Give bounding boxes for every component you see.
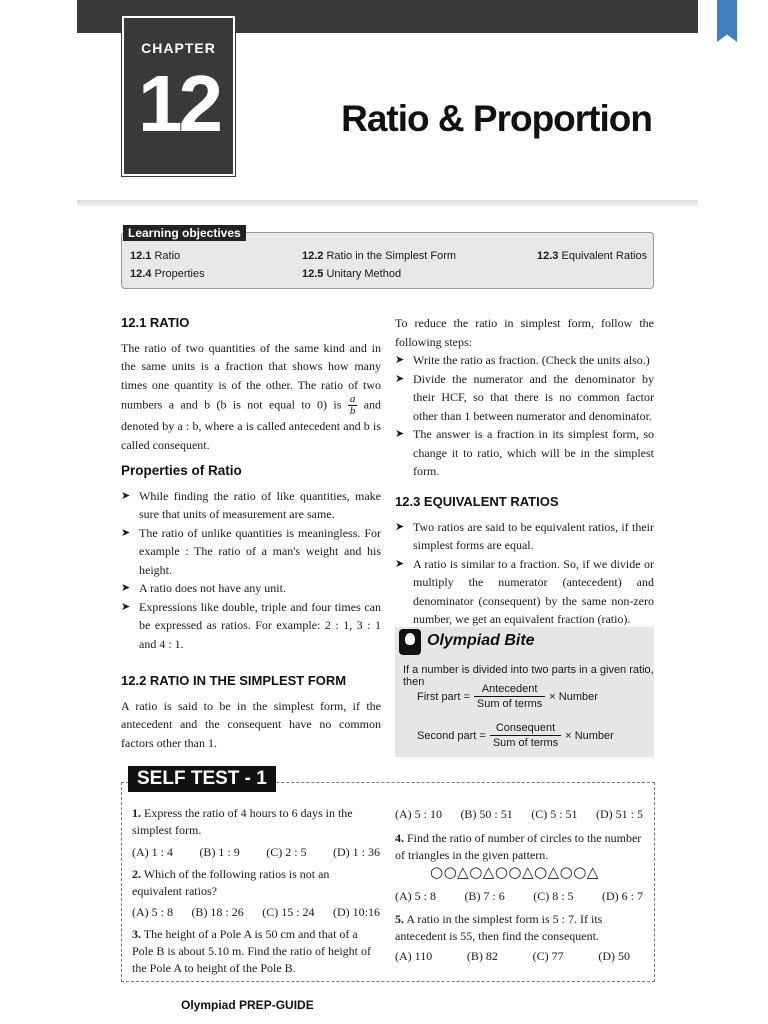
option[interactable]: (A) 5 : 8 [395,889,436,903]
lo-item-4: 12.4 Properties [130,268,205,280]
option[interactable]: (D) 1 : 36 [333,845,380,859]
option[interactable]: (B) 50 : 51 [460,807,513,821]
lo-item-5: 12.5 Unitary Method [302,268,402,280]
section-properties [121,462,381,653]
lo-item-2: 12.2 Ratio in the Simplest Form [302,250,457,262]
option[interactable]: (A) 1 : 4 [132,845,173,859]
learning-objectives-heading: Learning objectives [123,225,246,241]
simplest-steps-list [395,351,654,481]
list-item: ➤ Divide the numerator and the denominator by their HCF, so that there is no common factor other than 1 between numerator and denominator. [395,370,654,426]
question-3: 3. The height of a Pole A is 50 cm and that of a Pole B is about 5.10 m. Find the ratio of height of the Pole A to height of the Pole B. [132,927,371,975]
section-simplest-form [121,672,381,752]
question-4: 4. Find the ratio of number of circles to the number of triangles in the given pattern. [395,831,642,862]
list-item: ➤ A ratio does not have any unit. [121,579,381,598]
question-5-options [395,949,630,964]
header-divider [77,200,698,206]
olympiad-bite-header [395,627,654,657]
list-item: ➤ Expressions like double, triple and four times can be expressed as ratios. For example: 2 : 1, 3 : 1 and 4 : 1. [121,598,381,654]
option[interactable]: (B) 82 [466,949,498,963]
chapter-label: CHAPTER [141,40,216,56]
properties-heading: Properties of Ratio [121,463,242,478]
olympiad-bite-text: If a number is divided into two parts in a given ratio, then [403,664,654,688]
question-3-options [395,807,643,822]
list-item: ➤ The answer is a fraction in its simplest form, so change it to ratio, which will be in the simplest form. [395,425,654,481]
question-1-options [132,845,380,860]
olympiad-bite-box [395,627,654,757]
simplest-steps-intro: To reduce the ratio in simplest form, follow the following steps: [395,316,654,349]
list-item: ➤ Two ratios are said to be equivalent ratios, if their simplest forms are equal. [395,518,654,555]
option[interactable]: (D) 6 : 7 [602,889,643,903]
section-heading-simplest-form: 12.2 RATIO IN THE SIMPLEST FORM [121,673,347,688]
first-part-formula: First part = $\frac{\text{Antecedent}}{\text{Sum of terms}}$ × Number [417,683,598,710]
simplest-form-definition: A ratio is said to be in the simplest form, if the antecedent and the consequent have no common factors other than 1. [121,698,381,750]
list-item: ➤ A ratio is similar to a fraction. So, if we divide or multiply the numerator (antecedent) and denominator (consequent) by the same non-zero number, we get an equivalent fraction (ratio). [395,555,654,629]
option[interactable]: (C) 5 : 51 [531,807,578,821]
olympiad-bite-title: Olympiad Bite [427,632,535,649]
fraction-a-over-b: $\frac{a}{b}$ [349,393,356,417]
bookmark-icon[interactable] [717,0,737,42]
question-2-options [132,905,380,920]
chapter-number: 12 [138,59,219,148]
option[interactable]: (A) 5 : 10 [395,807,442,821]
self-test-title: SELF TEST - 1 [128,766,276,792]
section-ratio [121,314,381,454]
list-item: ➤ The ratio of unlike quantities is meaningless. For example : The ratio of a man's weight and his height. [121,524,381,580]
simplest-steps [395,314,654,481]
lightbulb-icon [399,629,421,655]
equivalent-list [395,518,654,629]
lo-item-1: 12.1 Ratio [130,250,181,262]
option[interactable]: (D) 51 : 5 [596,807,643,821]
option[interactable]: (A) 110 [395,949,433,963]
chapter-badge [122,16,235,176]
option[interactable]: (D) 10:16 [333,905,380,919]
second-part-formula: Second part = $\frac{\text{Consequent}}{\text{Sum of terms}}$ × Number [417,722,614,749]
section-equivalent-ratios [395,493,654,629]
ratio-definition: The ratio of two quantities of the same kind and in the same units is a fraction that shows how many times one quantity is of the other. The ratio of two numbers a and b (b is not equal to 0) is $\frac{a}{b}$ and denoted by a : b, where a is called antecedent and b is called consequent. [121,340,382,452]
option[interactable]: (B) 7 : 6 [464,889,505,903]
chapter-title: Ratio & Proportion [341,98,652,139]
section-heading-ratio: 12.1 RATIO [121,315,190,330]
lo-item-3: 12.3 Equivalent Ratios [537,250,648,262]
option[interactable]: (D) 50 [598,949,630,963]
page-footer: Olympiad PREP-GUIDE [181,998,314,1012]
question-5: 5. A ratio in the simplest form is 5 : 7. If its antecedent is 55, then find the consequent. [395,912,603,943]
list-item: ➤ Write the ratio as fraction. (Check the units also.) [395,351,654,370]
option[interactable]: (C) 8 : 5 [533,889,574,903]
option[interactable]: (C) 15 : 24 [262,905,315,919]
shape-pattern: ○○△○△○○△○△○○△ [430,863,599,881]
section-heading-equivalent: 12.3 EQUIVALENT RATIOS [395,494,559,509]
option[interactable]: (C) 77 [532,949,564,963]
question-1: 1. Express the ratio of 4 hours to 6 days in the simplest form. [132,806,353,837]
properties-list [121,487,381,654]
question-2: 2. Which of the following ratios is not an equivalent ratios? [132,867,330,898]
option[interactable]: (C) 2 : 5 [266,845,307,859]
question-4-options [395,889,643,904]
option[interactable]: (B) 1 : 9 [199,845,240,859]
list-item: ➤ While finding the ratio of like quantities, make sure that units of measurement are same. [121,487,381,524]
option[interactable]: (A) 5 : 8 [132,905,173,919]
option[interactable]: (B) 18 : 26 [191,905,244,919]
